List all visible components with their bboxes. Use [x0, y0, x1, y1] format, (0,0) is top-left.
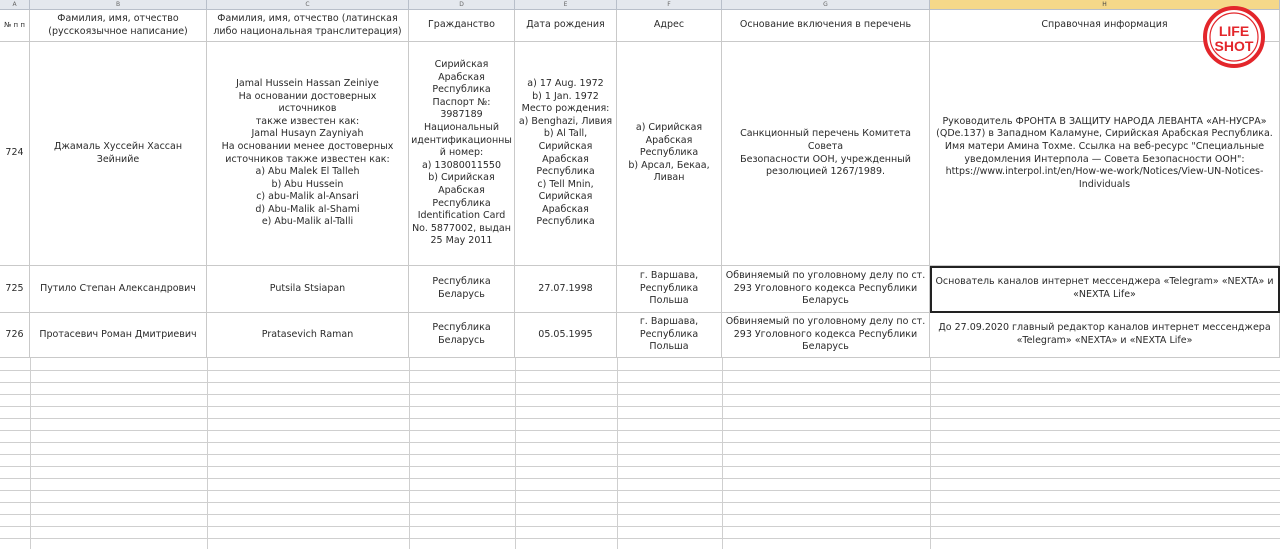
empty-column-line	[722, 358, 723, 549]
row-724-num[interactable]: 724	[0, 42, 30, 266]
empty-column-line	[617, 358, 618, 549]
row-724-birth[interactable]: a) 17 Aug. 1972 b) 1 Jan. 1972 Место рождения: a) Benghazi, Ливия b) Al Tall, Сирийская Арабская Республика c) Tell Mnin, Сирийская Арабская Республика	[515, 42, 617, 266]
row-726-birth[interactable]: 05.05.1995	[515, 313, 617, 358]
empty-column-line	[515, 358, 516, 549]
column-header-a[interactable]: A	[0, 0, 30, 10]
empty-row-line	[0, 442, 1280, 443]
empty-row-line	[0, 430, 1280, 431]
row-724-citizenship[interactable]: Сирийская Арабская Республика Паспорт №: 3987189 Национальный идентификационны й номер: a) 13080011550 b) Сирийская Арабская Республика Identification Card No. 5877002, выдан 25 May 2011	[409, 42, 515, 266]
row-726-name-lat[interactable]: Pratasevich Raman	[207, 313, 409, 358]
empty-column-line	[409, 358, 410, 549]
empty-row-line	[0, 394, 1280, 395]
row-725-address[interactable]: г. Варшава, Республика Польша	[617, 266, 722, 313]
header-name-lat[interactable]: Фамилия, имя, отчество (латинская либо национальная транслитерация)	[207, 10, 409, 42]
empty-row-line	[0, 406, 1280, 407]
row-726-basis[interactable]: Обвиняемый по уголовному делу по ст. 293 Уголовного кодекса Республики Беларусь	[722, 313, 930, 358]
header-birth[interactable]: Дата рождения	[515, 10, 617, 42]
column-header-h[interactable]: H	[930, 0, 1280, 10]
row-726-address[interactable]: г. Варшава, Республика Польша	[617, 313, 722, 358]
empty-row-line	[0, 418, 1280, 419]
empty-row-line	[0, 526, 1280, 527]
empty-column-line	[930, 358, 931, 549]
empty-row-line	[0, 466, 1280, 467]
row-724-name-lat[interactable]: Jamal Hussein Hassan Zeiniye На основании достоверных источников также известен как: Jamal Husayn Zayniyah На основании менее достоверных источников также известен как: a) Abu Malek El Talleh b) Abu Hussein c) abu-Malik al-Ansari d) Abu-Malik al-Shami e) Abu-Malik al-Talli	[207, 42, 409, 266]
empty-row-line	[0, 370, 1280, 371]
empty-row-line	[0, 454, 1280, 455]
empty-row-line	[0, 382, 1280, 383]
row-725-citizenship[interactable]: Республика Беларусь	[409, 266, 515, 313]
logo-line2: SHOT	[1214, 38, 1254, 54]
empty-column-line	[30, 358, 31, 549]
row-726-citizenship[interactable]: Республика Беларусь	[409, 313, 515, 358]
header-citizenship[interactable]: Гражданство	[409, 10, 515, 42]
header-address[interactable]: Адрес	[617, 10, 722, 42]
row-725-name-ru[interactable]: Путило Степан Александрович	[30, 266, 207, 313]
empty-row-line	[0, 514, 1280, 515]
column-header-c[interactable]: C	[207, 0, 409, 10]
row-724-info[interactable]: Руководитель ФРОНТА В ЗАЩИТУ НАРОДА ЛЕВАНТА «АН-НУСРА» (QDe.137) в Западном Каламуне, Сирийская Арабская Республика. Имя матери Амина Тохме. Ссылка на веб-ресурс "Специальные уведомления Интерпола — Совета Безопасности ООН": https://www.interpol.int/en/How-we-work/Notices/View-UN-Notices- Individuals	[930, 42, 1280, 266]
row-725-birth[interactable]: 27.07.1998	[515, 266, 617, 313]
row-724-address[interactable]: a) Сирийская Арабская Республика b) Арсал, Бекаа, Ливан	[617, 42, 722, 266]
row-726-num[interactable]: 726	[0, 313, 30, 358]
header-info[interactable]: Справочная информация	[930, 10, 1280, 42]
row-725-basis[interactable]: Обвиняемый по уголовному делу по ст. 293 Уголовного кодекса Республики Беларусь	[722, 266, 930, 313]
row-724-basis[interactable]: Санкционный перечень Комитета Совета Безопасности ООН, учрежденный резолюцией 1267/1989.	[722, 42, 930, 266]
column-header-g[interactable]: G	[722, 0, 930, 10]
empty-row-line	[0, 502, 1280, 503]
empty-column-line	[207, 358, 208, 549]
column-header-b[interactable]: B	[30, 0, 207, 10]
empty-row-line	[0, 538, 1280, 539]
row-724-name-ru[interactable]: Джамаль Хуссейн Хассан Зейнийе	[30, 42, 207, 266]
column-header-f[interactable]: F	[617, 0, 722, 10]
row-726-info[interactable]: До 27.09.2020 главный редактор каналов интернет мессенджера «Telegram» «NEXTA» и «NEXTA Life»	[930, 313, 1280, 358]
header-num[interactable]: № п п	[0, 10, 30, 42]
lifeshot-logo	[1199, 6, 1269, 68]
header-basis[interactable]: Основание включения в перечень	[722, 10, 930, 42]
empty-row-line	[0, 490, 1280, 491]
column-header-e[interactable]: E	[515, 0, 617, 10]
row-725-num[interactable]: 725	[0, 266, 30, 313]
empty-row-line	[0, 478, 1280, 479]
header-name-ru[interactable]: Фамилия, имя, отчество (русскоязычное написание)	[30, 10, 207, 42]
row-725-name-lat[interactable]: Putsila Stsiapan	[207, 266, 409, 313]
logo-line1: LIFE	[1218, 23, 1250, 39]
row-726-name-ru[interactable]: Протасевич Роман Дмитриевич	[30, 313, 207, 358]
row-725-info[interactable]: Основатель каналов интернет мессенджера «Telegram» «NEXTA» и «NEXTA Life»	[930, 266, 1280, 313]
column-header-d[interactable]: D	[409, 0, 515, 10]
